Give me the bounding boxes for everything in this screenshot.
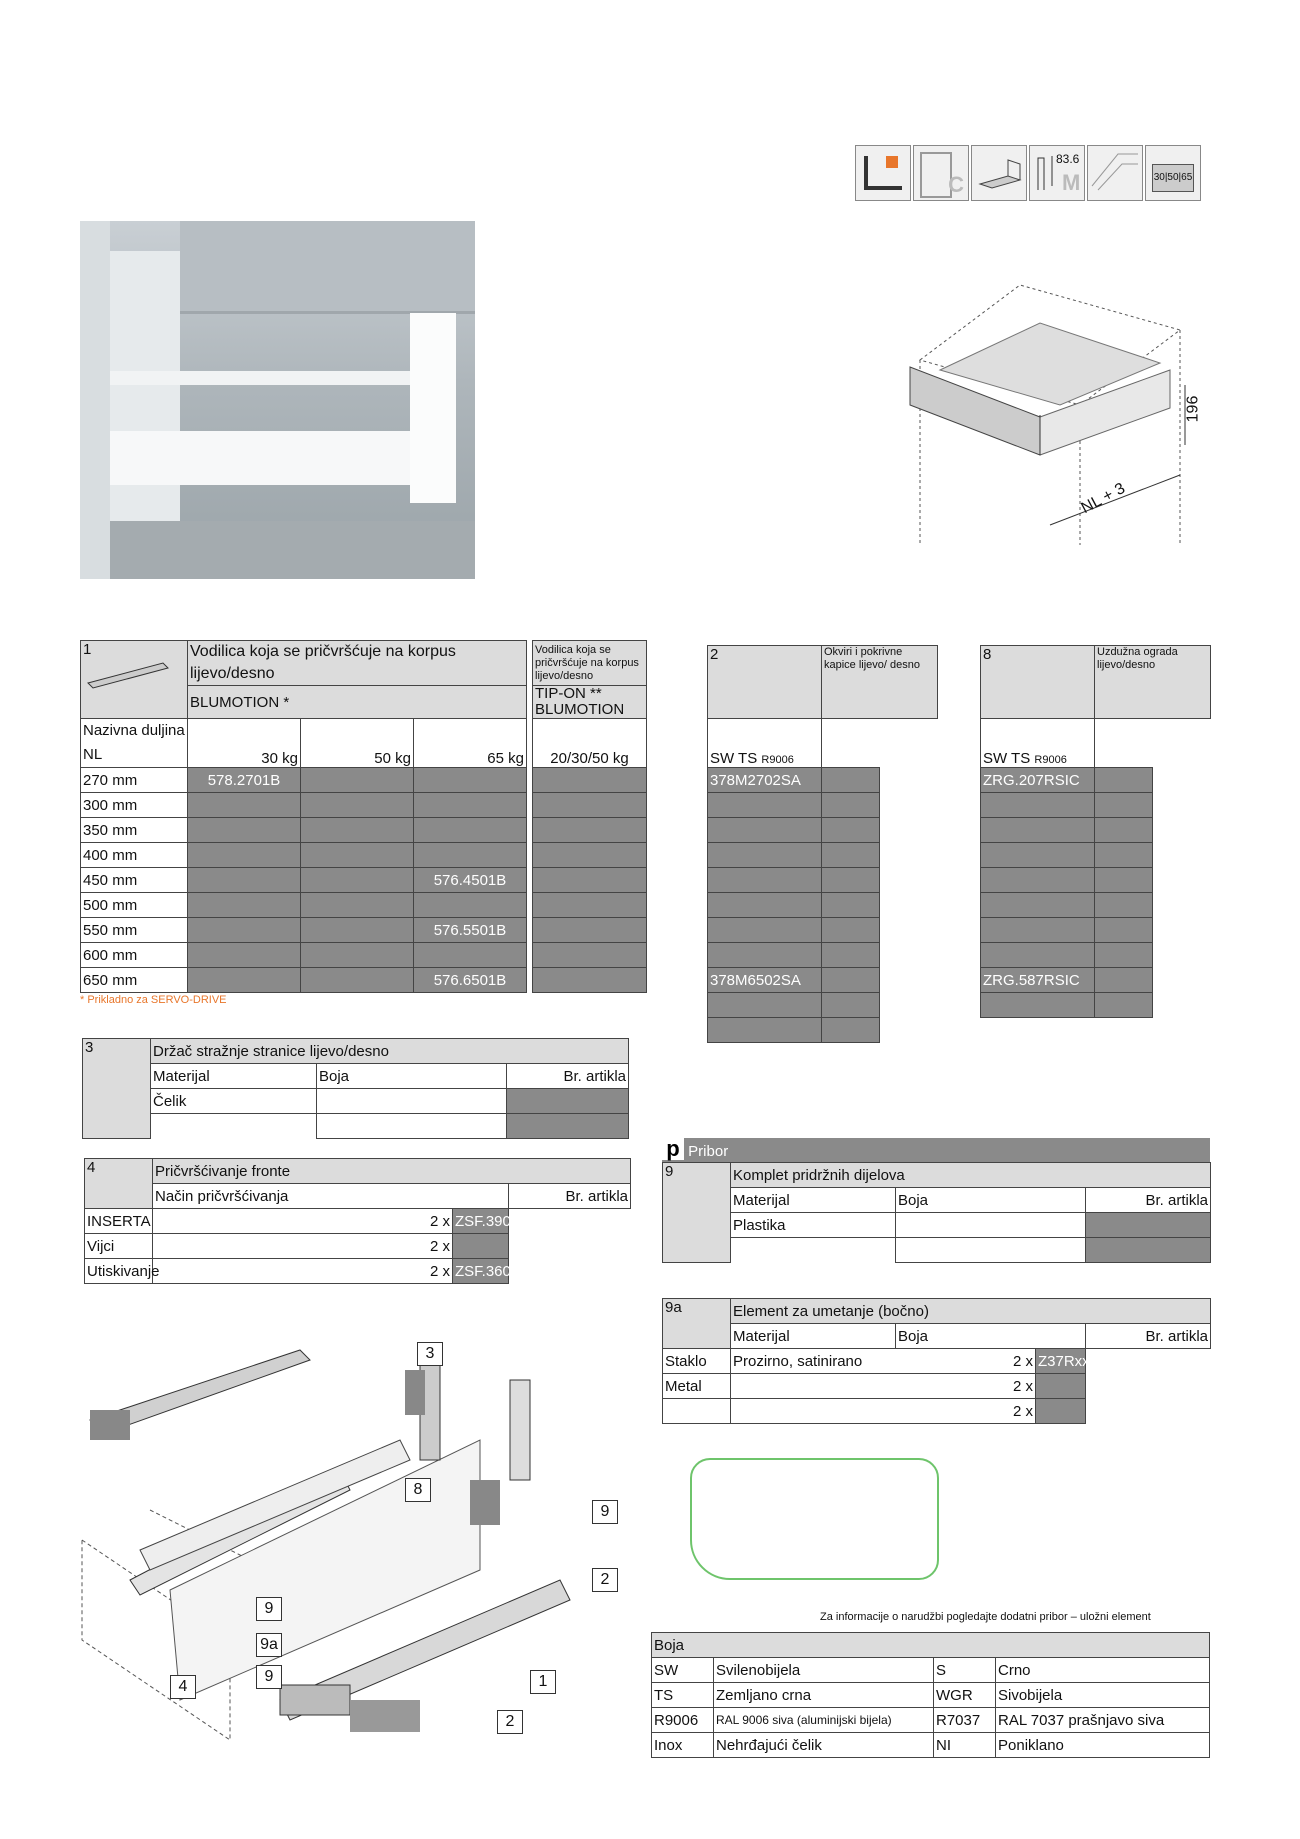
table-row [81, 918, 647, 943]
table-row [708, 793, 938, 818]
r9006-cell [822, 893, 880, 918]
article-cell [188, 943, 301, 968]
table-holding-kit [662, 1162, 1211, 1263]
r9006-cell [822, 793, 880, 818]
r9006-cell [1095, 868, 1153, 893]
article-cell [414, 768, 527, 793]
table-colors [651, 1632, 1210, 1758]
pribor-letter: p [662, 1138, 684, 1160]
code-cell [708, 918, 822, 943]
table-2-title: Okviri i pokrivne kapice lijevo/ desno [822, 646, 938, 719]
table-frames [707, 645, 938, 1043]
label-2-bottom: 2 [497, 1710, 523, 1734]
color-code-cell: WGR [934, 1683, 996, 1708]
article-cell [188, 918, 301, 943]
article-cell: 578.2701B [188, 768, 301, 793]
tip-cell [533, 843, 647, 868]
table-4-title: Pričvršćivanje fronte [153, 1159, 631, 1184]
table-row [652, 1708, 1210, 1733]
code-cell [981, 793, 1095, 818]
table-3-h-art: Br. artikla [507, 1064, 629, 1089]
weight-30: 30 kg [188, 719, 301, 768]
table-row [652, 1733, 1210, 1758]
r9006-cell [1095, 993, 1153, 1018]
article-cell [1036, 1374, 1086, 1399]
article-cell [414, 793, 527, 818]
table-9a-number: 9a [665, 1299, 682, 1316]
label-9-mid: 9 [256, 1597, 282, 1621]
table-8-r9006: R9006 [1034, 754, 1067, 766]
table-1-number: 1 [83, 641, 92, 658]
table-1-title: Vodilica koja se pričvršćuje na korpus lijevo/desno [188, 641, 527, 686]
table-row [708, 843, 938, 868]
code-cell [708, 943, 822, 968]
label-1: 1 [530, 1670, 556, 1694]
color-code-cell: Inox [652, 1733, 714, 1758]
r9006-cell [822, 993, 880, 1018]
runner-icon [1087, 145, 1143, 201]
table-row [81, 968, 647, 993]
table-back-holder [82, 1038, 629, 1139]
table-row [708, 918, 938, 943]
article-cell [414, 818, 527, 843]
table-row [708, 1018, 938, 1043]
code-cell: 378M2702SA [708, 768, 822, 793]
method-cell: Utiskivanje [85, 1259, 153, 1284]
table-1-number-icon [81, 641, 188, 719]
r9006-cell [822, 843, 880, 868]
article-cell: 576.5501B [414, 918, 527, 943]
article-cell [188, 818, 301, 843]
nl-cell: 300 mm [81, 793, 188, 818]
table-3-title: Držač stražnje stranice lijevo/desno [151, 1039, 629, 1064]
pribor-header [662, 1138, 1210, 1162]
label-4: 4 [170, 1675, 196, 1699]
table-3-h-boja: Boja [317, 1064, 507, 1089]
nl-cell: 550 mm [81, 918, 188, 943]
table-8-cols: SW TS [983, 750, 1031, 767]
article-cell [188, 793, 301, 818]
article-cell [301, 768, 414, 793]
nl-cell: 600 mm [81, 943, 188, 968]
code-cell: ZRG.207RSIC [981, 768, 1095, 793]
code-cell [708, 843, 822, 868]
pribor-title: Pribor [688, 1143, 729, 1160]
article-cell [301, 818, 414, 843]
code-cell [981, 918, 1095, 943]
table-2-number: 2 [710, 646, 719, 663]
tip-cell [533, 818, 647, 843]
table-front-fixing [84, 1158, 631, 1284]
table-4-number: 4 [87, 1159, 96, 1176]
table-row [981, 868, 1211, 893]
material-cell: Staklo [663, 1349, 731, 1374]
r9006-cell [822, 918, 880, 943]
nl-cell: 450 mm [81, 868, 188, 893]
table-runners [80, 640, 647, 993]
table-row [81, 943, 647, 968]
article-cell [414, 943, 527, 968]
table-3-number: 3 [85, 1039, 94, 1056]
table-9a-title: Element za umetanje (bočno) [731, 1299, 1211, 1324]
r9006-cell [1095, 918, 1153, 943]
table-row [981, 768, 1211, 793]
code-cell [981, 893, 1095, 918]
table-9-h-art: Br. artikla [1086, 1188, 1211, 1213]
qty-cell: 2 x [896, 1399, 1036, 1424]
label-9a: 9a [256, 1633, 282, 1657]
nl-cell: 500 mm [81, 893, 188, 918]
table-row [81, 893, 647, 918]
table-row [708, 818, 938, 843]
table-row [81, 768, 647, 793]
article-cell [301, 868, 414, 893]
method-cell: Vijci [85, 1234, 153, 1259]
r9006-cell [1095, 793, 1153, 818]
table-row [85, 1234, 631, 1259]
cabinet-c-icon: C [913, 145, 969, 201]
code-cell [981, 843, 1095, 868]
table-row [981, 818, 1211, 843]
nl-cell: 270 mm [81, 768, 188, 793]
table-rail [980, 645, 1211, 1018]
colors-title: Boja [652, 1633, 1210, 1658]
label-9-low: 9 [256, 1665, 282, 1689]
tip-cell [533, 893, 647, 918]
color-code-cell: Sivobijela [996, 1683, 1210, 1708]
table-row [708, 768, 938, 793]
r9006-cell [1095, 943, 1153, 968]
color-code-cell: R9006 [652, 1708, 714, 1733]
qty-cell: 2 x [896, 1374, 1036, 1399]
nl-cell: 350 mm [81, 818, 188, 843]
article-cell [188, 868, 301, 893]
table-row [81, 818, 647, 843]
article-cell [188, 968, 301, 993]
r9006-cell [822, 1018, 880, 1043]
table-row [663, 1349, 1211, 1374]
color-code-cell: Nehrđajući čelik [714, 1733, 934, 1758]
table-row [81, 793, 647, 818]
green-callout-frame [690, 1458, 939, 1580]
height-m-icon: 83.6 M [1029, 145, 1085, 201]
code-cell [981, 868, 1095, 893]
table-3-h-mat: Materijal [151, 1064, 317, 1089]
table-row [708, 943, 938, 968]
table-1-tip-title: Vodilica koja se pričvršćuje na korpus lijevo/desno [533, 641, 647, 686]
article-cell: 576.6501B [414, 968, 527, 993]
article-cell [301, 843, 414, 868]
table-row [981, 918, 1211, 943]
table-2-cols: SW TS [710, 750, 758, 767]
table-row [981, 893, 1211, 918]
table-row [652, 1658, 1210, 1683]
weight-65: 65 kg [414, 719, 527, 768]
code-cell [981, 943, 1095, 968]
qty-cell: 2 x [896, 1349, 1036, 1374]
label-9-right: 9 [592, 1500, 618, 1524]
table-row [708, 893, 938, 918]
color-code-cell: Svilenobijela [714, 1658, 934, 1683]
code-cell [981, 993, 1095, 1018]
table-4-h-nacin: Način pričvršćivanja [153, 1184, 509, 1209]
table-row [81, 843, 647, 868]
table-row [981, 793, 1211, 818]
code-cell [708, 893, 822, 918]
article-cell [414, 893, 527, 918]
code-cell [708, 793, 822, 818]
table-row [981, 968, 1211, 993]
color-code-cell: RAL 7037 prašnjavo siva [996, 1708, 1210, 1733]
table-8-title: Uzdužna ograda lijevo/desno [1095, 646, 1211, 719]
nl-cell: 650 mm [81, 968, 188, 993]
article-cell: Z37Rxx7C [1036, 1349, 1086, 1374]
r9006-cell [1095, 893, 1153, 918]
weight-50: 50 kg [301, 719, 414, 768]
table-9a-h-art: Br. artikla [1086, 1324, 1211, 1349]
footnote: * Prikladno za SERVO-DRIVE [80, 994, 227, 1006]
article-cell: 576.4501B [414, 868, 527, 893]
article-cell [301, 893, 414, 918]
label-2-right: 2 [592, 1568, 618, 1592]
table-2-number-icon [708, 646, 822, 719]
table-3-row1: Čelik [151, 1089, 317, 1114]
table-9-title: Komplet pridržnih dijelova [731, 1163, 1211, 1188]
table-9-number: 9 [665, 1163, 674, 1180]
table-4-h-art: Br. artikla [509, 1184, 631, 1209]
article-cell [301, 918, 414, 943]
article-cell: ZSF.3602 [453, 1259, 509, 1284]
length-dimension: NL + 3 [1078, 480, 1129, 518]
r9006-cell [822, 968, 880, 993]
article-cell [301, 943, 414, 968]
nl-cell: 400 mm [81, 843, 188, 868]
drawer-photo [80, 221, 475, 579]
table-row [708, 868, 938, 893]
code-cell [708, 868, 822, 893]
color-code-cell: RAL 9006 siva (aluminijski bijela) [714, 1708, 934, 1733]
orange-front-icon [855, 145, 911, 201]
color-code-cell: TS [652, 1683, 714, 1708]
table-row [981, 843, 1211, 868]
article-cell [453, 1234, 509, 1259]
table-row [663, 1399, 1211, 1424]
color-cell: Prozirno, satinirano [731, 1349, 896, 1374]
code-cell: 378M6502SA [708, 968, 822, 993]
qty-cell: 2 x [153, 1259, 453, 1284]
table-9a-h-mat: Materijal [731, 1324, 896, 1349]
table-row [708, 993, 938, 1018]
article-cell [1036, 1399, 1086, 1424]
r9006-cell [1095, 818, 1153, 843]
table-row [663, 1374, 1211, 1399]
color-cell [731, 1399, 896, 1424]
code-cell [708, 818, 822, 843]
article-cell [301, 968, 414, 993]
table-9-h-mat: Materijal [731, 1188, 896, 1213]
drawer-icon [971, 145, 1027, 201]
tip-cell [533, 968, 647, 993]
code-cell [708, 993, 822, 1018]
table-2-r9006: R9006 [761, 754, 794, 766]
code-cell: ZRG.587RSIC [981, 968, 1095, 993]
table-1-tip-sub: TIP-ON ** BLUMOTION [533, 686, 647, 719]
color-cell [731, 1374, 896, 1399]
table-row [81, 868, 647, 893]
article-cell [414, 843, 527, 868]
table-row [85, 1259, 631, 1284]
table-8-number: 8 [983, 646, 992, 663]
drawer-dimension-diagram [900, 275, 1210, 555]
load-weight-icon: 30|50|65 [1145, 145, 1201, 201]
code-cell [708, 1018, 822, 1043]
table-9-row1: Plastika [731, 1213, 896, 1238]
height-dimension: 196 [1184, 395, 1202, 423]
qty-cell: 2 x [153, 1209, 453, 1234]
color-code-cell: S [934, 1658, 996, 1683]
material-cell [663, 1399, 731, 1424]
color-code-cell: NI [934, 1733, 996, 1758]
tip-cell [533, 793, 647, 818]
table-9-h-boja: Boja [896, 1188, 1086, 1213]
r9006-cell [822, 818, 880, 843]
table-row [85, 1209, 631, 1234]
table-row [652, 1683, 1210, 1708]
color-code-cell: SW [652, 1658, 714, 1683]
color-code-cell: Poniklano [996, 1733, 1210, 1758]
table-8-number-icon [981, 646, 1095, 719]
table-row [981, 993, 1211, 1018]
article-cell [188, 843, 301, 868]
weight-tip: 20/30/50 kg [533, 719, 647, 768]
tip-cell [533, 918, 647, 943]
r9006-cell [822, 943, 880, 968]
material-cell: Metal [663, 1374, 731, 1399]
tip-cell [533, 943, 647, 968]
label-8: 8 [405, 1478, 431, 1502]
nl-label: Nazivna duljina NL [81, 719, 188, 768]
r9006-cell [1095, 968, 1153, 993]
r9006-cell [1095, 768, 1153, 793]
table-insert-element [662, 1298, 1211, 1424]
tip-cell [533, 868, 647, 893]
color-code-cell: R7037 [934, 1708, 996, 1733]
label-3: 3 [417, 1342, 443, 1366]
color-code-cell: Zemljano crna [714, 1683, 934, 1708]
r9006-cell [822, 768, 880, 793]
code-cell [981, 818, 1095, 843]
article-cell [188, 893, 301, 918]
color-code-cell: Crno [996, 1658, 1210, 1683]
table-row [708, 968, 938, 993]
order-note: Za informacije o narudžbi pogledajte dodatni pribor – uložni element [820, 1611, 1151, 1623]
article-cell [301, 793, 414, 818]
tip-cell [533, 768, 647, 793]
qty-cell: 2 x [153, 1234, 453, 1259]
table-1-sub: BLUMOTION * [188, 686, 527, 719]
table-9a-h-boja: Boja [896, 1324, 1086, 1349]
r9006-cell [1095, 843, 1153, 868]
article-cell: ZSF.3902 [453, 1209, 509, 1234]
r9006-cell [822, 868, 880, 893]
method-cell: INSERTA [85, 1209, 153, 1234]
table-row [981, 943, 1211, 968]
